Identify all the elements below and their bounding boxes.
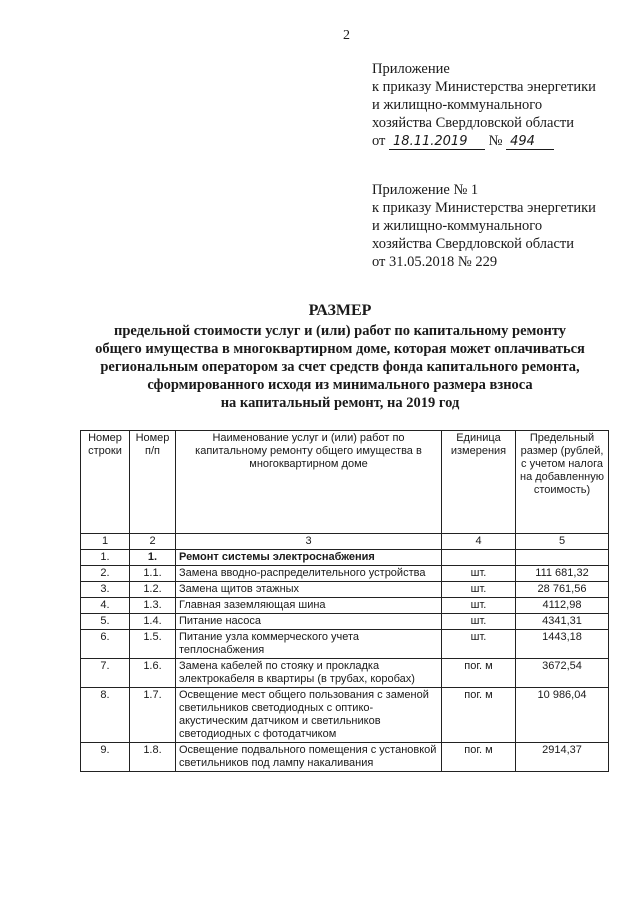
table-row: [81, 598, 609, 614]
item-number: 1.8.: [130, 743, 176, 772]
table-row: [81, 743, 609, 772]
col-number: 1: [81, 534, 130, 550]
work-name: Замена вводно-распределительного устройства: [176, 566, 442, 582]
col-number: 4: [442, 534, 516, 550]
appendix-1-line: хозяйства Свердловской области: [372, 115, 574, 131]
item-number: 1.: [130, 550, 176, 566]
appendix-1-line: и жилищно-коммунального: [372, 97, 543, 113]
col-number: 3: [176, 534, 442, 550]
header-item-no: Номер п/п: [130, 431, 176, 534]
work-name: Питание насоса: [176, 614, 442, 630]
table-row: [81, 659, 609, 688]
appendix-2-line: от 31.05.2018 № 229: [372, 254, 498, 270]
title-line: общего имущества в многоквартирном доме, которая может оплачиваться: [95, 341, 585, 357]
col-number: 2: [130, 534, 176, 550]
work-name: Питание узла коммерческого учета теплоснабжения: [176, 630, 442, 659]
price-cell: [516, 550, 609, 566]
unit-cell: шт.: [442, 630, 516, 659]
price-cell: 4112,98: [516, 598, 609, 614]
item-number: 1.2.: [130, 582, 176, 598]
title-line: предельной стоимости услуг и (или) работ по капитальному ремонту: [113, 323, 567, 339]
appendix-1-line: Приложение: [372, 61, 450, 77]
handwritten-date: 18.11.2019: [389, 134, 485, 150]
document-title: [70, 302, 610, 412]
work-name: Замена щитов этажных: [176, 582, 442, 598]
unit-cell: шт.: [442, 614, 516, 630]
row-number: 9.: [81, 743, 130, 772]
row-number: 4.: [81, 598, 130, 614]
appendix-2-line: к приказу Министерства энергетики: [372, 200, 596, 216]
appendix-2-line: хозяйства Свердловской области: [372, 236, 574, 252]
row-number: 3.: [81, 582, 130, 598]
price-cell: 111 681,32: [516, 566, 609, 582]
title-line: региональным оператором за счет средств фонда капитального ремонта,: [100, 359, 580, 375]
row-number: 7.: [81, 659, 130, 688]
handwritten-number: 494: [506, 134, 554, 150]
work-name: Главная заземляющая шина: [176, 598, 442, 614]
title-line: на капитальный ремонт, на 2019 год: [220, 395, 460, 411]
header-row-no: Номер строки: [81, 431, 130, 534]
unit-cell: шт.: [442, 582, 516, 598]
appendix-2-line: Приложение № 1: [372, 182, 479, 198]
title-main: РАЗМЕР: [308, 302, 372, 319]
header-name: Наименование услуг и (или) работ по капитальному ремонту общего имущества в многоквартирном доме: [176, 431, 442, 534]
appendix-2-block: [372, 181, 596, 271]
column-number-row: [81, 534, 609, 550]
from-label: от: [372, 133, 386, 149]
col-number: 5: [516, 534, 609, 550]
row-number: 5.: [81, 614, 130, 630]
price-cell: 2914,37: [516, 743, 609, 772]
appendix-1-date-line: [372, 132, 596, 150]
table-header-row: [81, 431, 609, 534]
work-name: Замена кабелей по стояку и прокладка электрокабеля в квартиры (в трубах, коробах): [176, 659, 442, 688]
number-sign: №: [488, 133, 503, 149]
item-number: 1.6.: [130, 659, 176, 688]
item-number: 1.5.: [130, 630, 176, 659]
unit-cell: пог. м: [442, 743, 516, 772]
appendix-1-line: к приказу Министерства энергетики: [372, 79, 596, 95]
item-number: 1.7.: [130, 688, 176, 743]
row-number: 2.: [81, 566, 130, 582]
item-number: 1.4.: [130, 614, 176, 630]
table-row: [81, 688, 609, 743]
header-unit: Единица измерения: [442, 431, 516, 534]
price-cell: 1443,18: [516, 630, 609, 659]
work-name: Освещение подвального помещения с установкой светильников под лампу накаливания: [176, 743, 442, 772]
page-number: 2: [343, 28, 350, 43]
item-number: 1.1.: [130, 566, 176, 582]
section-row: [81, 550, 609, 566]
header-price: Предельный размер (рублей, с учетом налога на добавленную стоимость): [516, 431, 609, 534]
row-number: 8.: [81, 688, 130, 743]
unit-cell: шт.: [442, 566, 516, 582]
price-cell: 4341,31: [516, 614, 609, 630]
appendix-2-line: и жилищно-коммунального: [372, 218, 543, 234]
unit-cell: шт.: [442, 598, 516, 614]
work-name: Освещение мест общего пользования с заменой светильников светодиодных с оптико-акустическим датчиком и светильников светодиодных с фотодатчиком: [176, 688, 442, 743]
item-number: 1.3.: [130, 598, 176, 614]
section-name: Ремонт системы электроснабжения: [176, 550, 442, 566]
table-row: [81, 566, 609, 582]
row-number: 6.: [81, 630, 130, 659]
table-row: [81, 582, 609, 598]
price-cell: 3672,54: [516, 659, 609, 688]
unit-cell: пог. м: [442, 659, 516, 688]
unit-cell: [442, 550, 516, 566]
price-cell: 28 761,56: [516, 582, 609, 598]
price-table: [80, 430, 609, 772]
table-row: [81, 614, 609, 630]
row-number: 1.: [81, 550, 130, 566]
title-line: сформированного исходя из минимального размера взноса: [147, 377, 533, 393]
unit-cell: пог. м: [442, 688, 516, 743]
price-cell: 10 986,04: [516, 688, 609, 743]
table-row: [81, 630, 609, 659]
appendix-1-block: [372, 60, 596, 150]
